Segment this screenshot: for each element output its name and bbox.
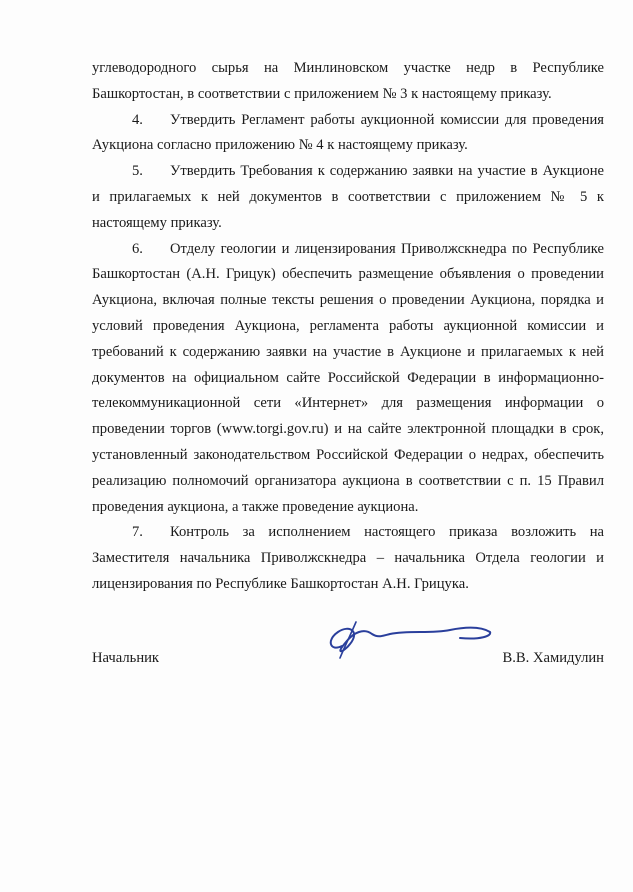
- paragraph-item-6: [92, 237, 604, 521]
- handwritten-signature: [320, 612, 500, 662]
- signatory-name: В.В. Хамидулин: [502, 650, 604, 666]
- paragraph-number: 7.: [132, 524, 143, 541]
- paragraph-text: Отделу геологии и лицензирования Приволжскнедра по Республике Башкортостан (А.Н. Грицук) обеспечить размещение объявления о проведении Аукциона, включая полные тексты решения о проведении Аукциона, порядка и условий проведения Аукциона, регламента работы аукционной комиссии и требований к содержанию заявки на участие в Аукционе и прилагаемых к ней документов на официальном сайте Российской Федерации в информационно-телекоммуникационной сети «Интернет» для размещения информации о проведении торгов (www.torgi.gov.ru) и на сайте электронной площадки в срок, установленный законодательством Российской Федерации о недрах, обеспечить реализацию полномочий организатора аукциона в соответствии с п. 15 Правил проведения аукциона, а также проведение аукциона.: [92, 240, 604, 515]
- paragraph-item-7: [92, 520, 604, 597]
- paragraph-item-4: [92, 108, 604, 160]
- paragraph-item-5: [92, 159, 604, 236]
- paragraph-number: 5.: [132, 163, 143, 180]
- paragraph-number: 4.: [132, 111, 143, 128]
- document-body: [92, 56, 604, 598]
- paragraph-number: 6.: [132, 240, 143, 257]
- paragraph-text: Утвердить Требования к содержанию заявки на участие в Аукционе и прилагаемых к ней документов в соответствии с приложением № 5 к настоящему приказу.: [92, 163, 604, 231]
- paragraph-text: Утвердить Регламент работы аукционной комиссии для проведения Аукциона согласно приложению № 4 к настоящему приказу.: [92, 111, 604, 154]
- signatory-title: Начальник: [92, 650, 160, 666]
- paragraph-text: углеводородного сырья на Минлиновском участке недр в Республике Башкортостан, в соответствии с приложением № 3 к настоящему приказу.: [92, 60, 604, 102]
- paragraph-continuation: [92, 56, 604, 108]
- paragraph-text: Контроль за исполнением настоящего приказа возложить на Заместителя начальника Приволжскнедра – начальника Отдела геологии и лицензирования по Республике Башкортостан А.Н. Грицука.: [92, 524, 604, 592]
